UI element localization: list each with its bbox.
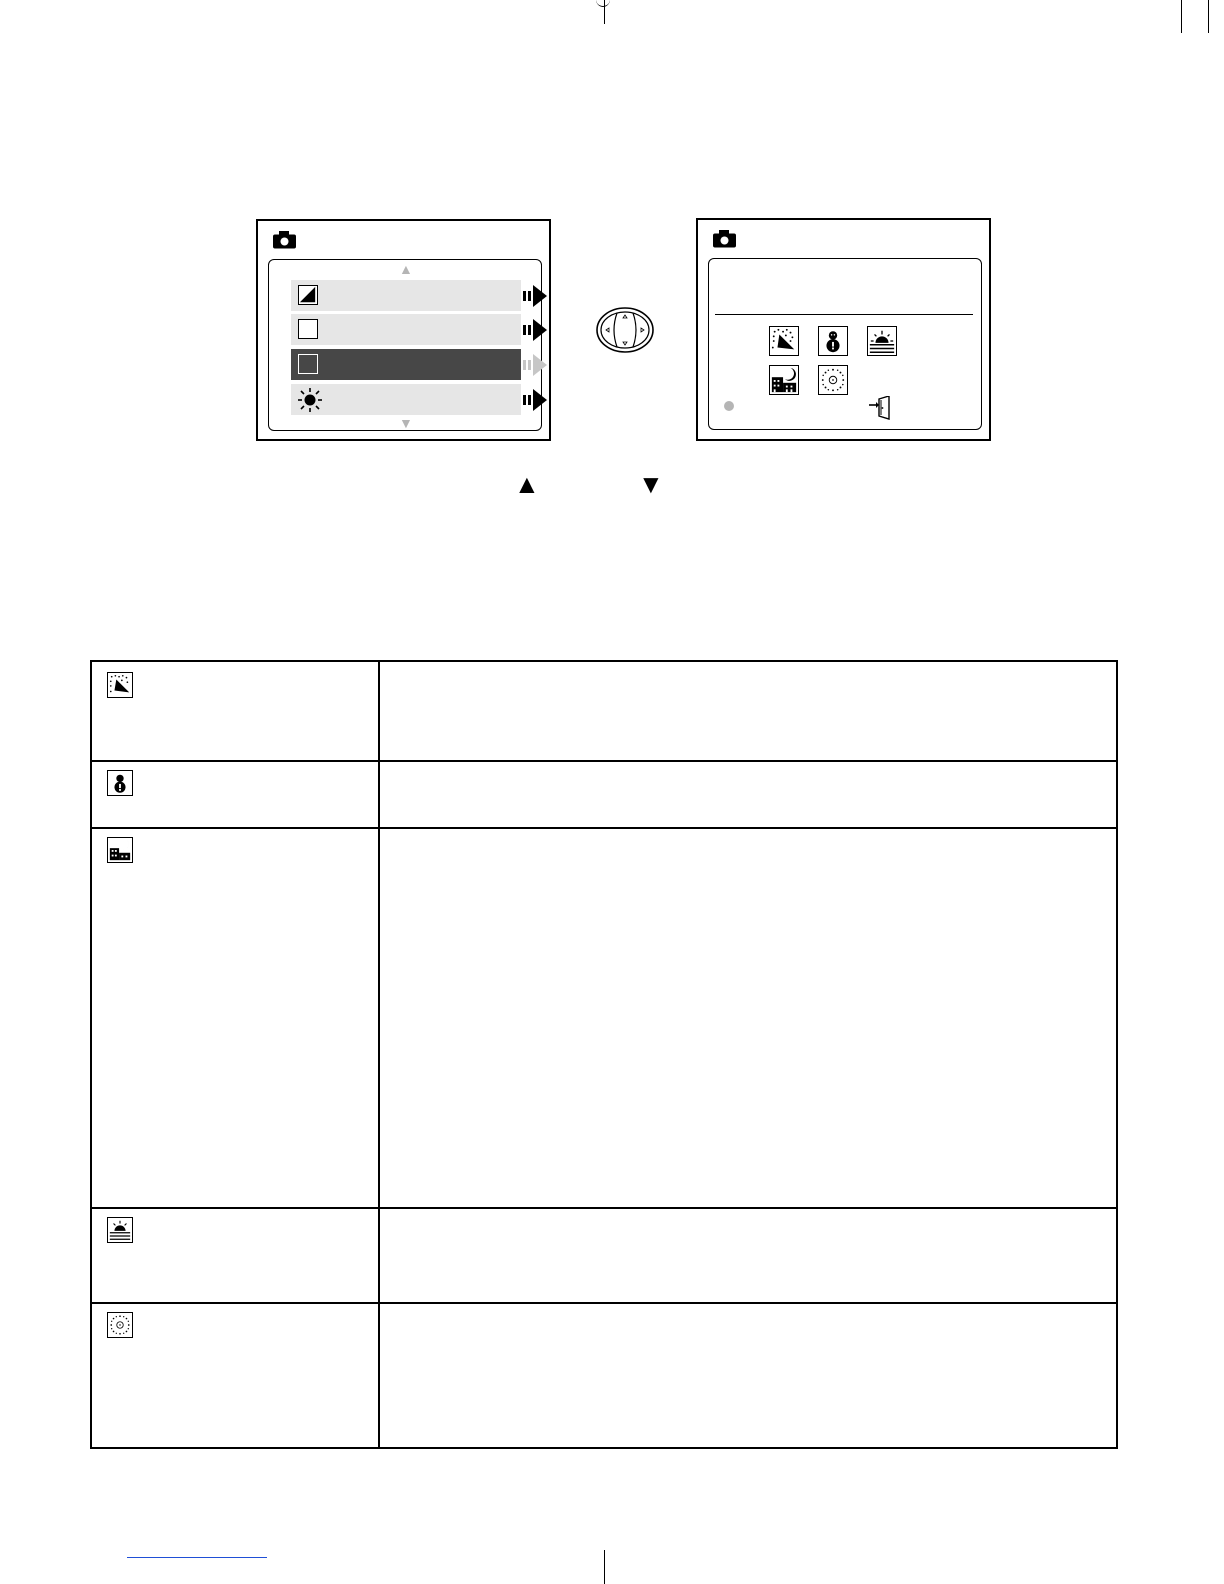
sun-icon [298, 388, 322, 412]
nav-down-arrow: ▼ [638, 469, 664, 499]
contrast-icon [298, 285, 318, 305]
table-row-divider [92, 827, 1116, 829]
crop-mark-top-right-1 [1181, 0, 1182, 33]
scene-panel [708, 258, 982, 430]
table-row-divider [92, 1207, 1116, 1209]
snowman-icon [107, 770, 133, 796]
footer-rule [127, 1557, 267, 1558]
table-column-divider [378, 662, 380, 1447]
exit-door-icon[interactable] [869, 396, 891, 420]
menu-row-3-selected[interactable] [291, 349, 521, 380]
fireworks-icon [107, 1312, 133, 1338]
menu-row-2[interactable] [291, 314, 521, 345]
menu-screen [256, 219, 551, 441]
menu-row-4[interactable] [291, 384, 521, 415]
party-icon [107, 672, 133, 698]
scroll-down-arrow[interactable]: ▼ [399, 415, 413, 431]
camera-icon [713, 230, 736, 248]
row-arrow-disabled-icon [523, 354, 551, 376]
nav-up-arrow: ▲ [514, 469, 540, 499]
night-scene-icon [107, 837, 133, 863]
title-divider [715, 314, 973, 315]
menu-panel [268, 259, 542, 431]
dpad-icon[interactable] [595, 306, 655, 354]
box-icon [298, 354, 318, 374]
night-scene-icon[interactable] [769, 365, 799, 395]
party-icon[interactable] [769, 326, 799, 356]
sunset-icon [107, 1217, 133, 1243]
row-arrow-icon [523, 285, 551, 307]
snowman-icon[interactable] [818, 326, 848, 356]
table-row-divider [92, 1302, 1116, 1304]
crop-mark-top-right-2 [1208, 0, 1209, 33]
registration-circle [596, 0, 610, 7]
menu-row-1[interactable] [291, 280, 521, 311]
sunset-icon[interactable] [867, 326, 897, 356]
fireworks-icon[interactable] [818, 365, 848, 395]
table-row-divider [92, 760, 1116, 762]
row-arrow-icon [523, 319, 551, 341]
scene-screen [696, 218, 991, 441]
status-dot [724, 401, 734, 411]
camera-icon [273, 231, 296, 249]
scroll-up-arrow[interactable]: ▲ [399, 261, 413, 277]
crop-mark-bottom [604, 1550, 605, 1584]
row-arrow-icon [523, 389, 551, 411]
box-icon [298, 319, 318, 339]
scene-table [90, 660, 1118, 1449]
